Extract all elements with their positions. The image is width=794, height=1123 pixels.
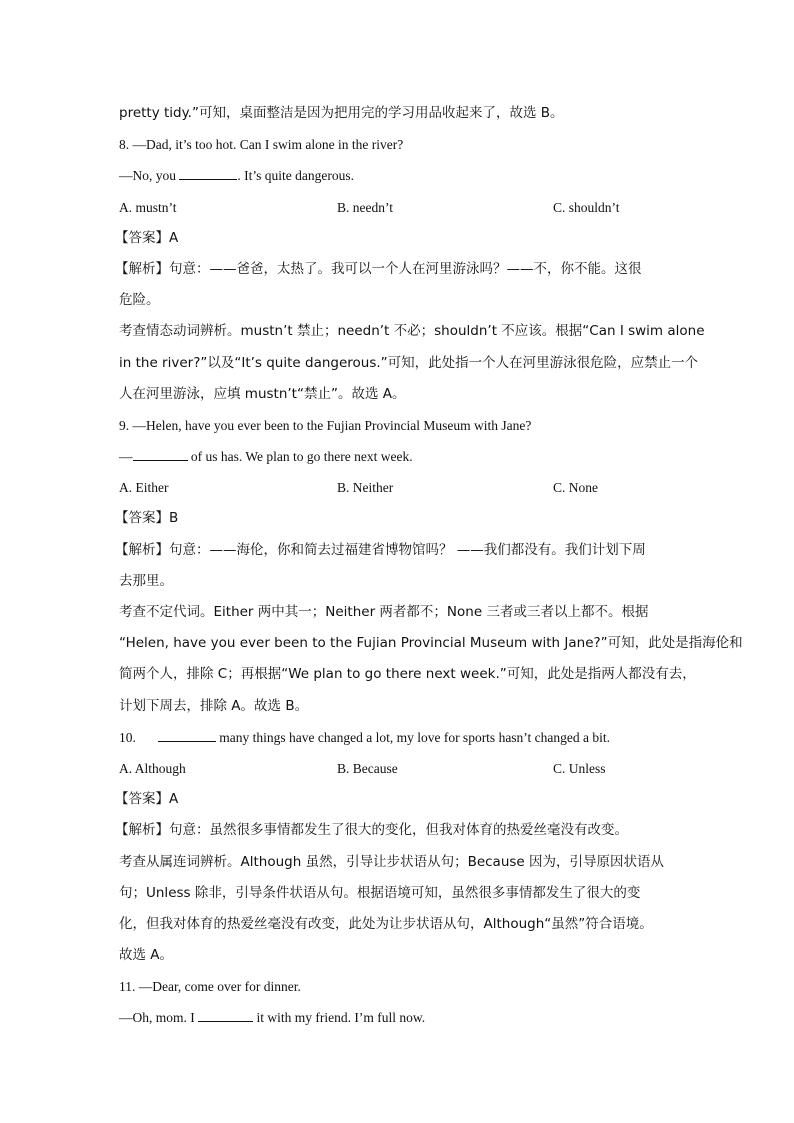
answer-label: 【答案】B bbox=[115, 510, 179, 527]
answer-blank bbox=[158, 729, 216, 742]
reply-text: —Oh, mom. I bbox=[119, 1010, 199, 1026]
analysis-line: 句；Unless 除非，引导条件状语从句。根据语境可知，虽然很多事情都发生了很大的变 bbox=[119, 884, 641, 901]
analysis-line: 故选 A。 bbox=[119, 947, 174, 964]
question-9-options bbox=[119, 472, 679, 503]
reply-text: of us has. We plan to go there next week. bbox=[187, 449, 413, 465]
option-c: C. shouldn’t bbox=[553, 199, 620, 215]
option-b: B. Neither bbox=[337, 480, 394, 496]
analysis-line: 人在河里游泳，应填 mustn’t“禁止”。故选 A。 bbox=[119, 385, 406, 402]
text-line: pretty tidy.”可知，桌面整洁是因为把用完的学习用品收起来了，故选 B。 bbox=[119, 105, 564, 121]
question-11-reply bbox=[119, 1002, 679, 1033]
analysis-line: 化，但我对体育的热爱丝毫没有改变，此处为让步状语从句，Although“虽然”符合语境。 bbox=[119, 915, 653, 932]
answer-label: 【答案】A bbox=[115, 791, 179, 808]
analysis-line: 考查不定代词。Either 两中其一；Neither 两者都不；None 三者或三者以上都不。根据 bbox=[119, 604, 649, 620]
stem-text: many things have changed a lot, my love for sports hasn’t changed a bit. bbox=[215, 729, 611, 745]
analysis-line: 【解析】句意：——爸爸，太热了。我可以一个人在河里游泳吗？——不，你不能。这很 bbox=[115, 260, 642, 277]
analysis-line: in the river?”以及“It’s quite dangerous.”可知，此处指一个人在河里游泳很危险，应禁止一个 bbox=[119, 354, 699, 371]
analysis-line: “Helen, have you ever been to the Fujian Provincial Museum with Jane?”可知，此处是指海伦和 bbox=[119, 635, 743, 652]
question-9-reply bbox=[119, 441, 679, 472]
option-a: A. mustn’t bbox=[119, 199, 177, 215]
analysis-line: 【解析】句意：——海伦，你和简去过福建省博物馆吗？ ——我们都没有。我们计划下周 bbox=[115, 541, 646, 558]
option-a: A. Although bbox=[119, 760, 186, 776]
option-a: A. Either bbox=[119, 480, 169, 496]
question-8-options bbox=[119, 192, 679, 223]
reply-text: . It’s quite dangerous. bbox=[237, 168, 354, 184]
answer-label: 【答案】A bbox=[115, 229, 179, 246]
reply-text: it with my friend. I’m full now. bbox=[253, 1010, 426, 1026]
answer-blank bbox=[179, 167, 237, 180]
analysis-line: 考查从属连词辨析。Although 虽然，引导让步状语从句；Because 因为，引导原因状语从 bbox=[119, 853, 665, 870]
question-number: 10. bbox=[119, 729, 136, 745]
analysis-line: 计划下周去，排除 A。故选 B。 bbox=[119, 697, 309, 714]
question-10-options bbox=[119, 753, 679, 784]
document-page bbox=[115, 98, 743, 1034]
answer-blank bbox=[133, 448, 188, 461]
question-9-stem: 9. —Helen, have you ever been to the Fujian Provincial Museum with Jane? bbox=[119, 417, 532, 433]
analysis-line: 简两个人，排除 C；再根据“We plan to go there next week.”可知，此处是指两人都没有去， bbox=[119, 666, 696, 683]
option-b: B. needn’t bbox=[337, 199, 393, 215]
question-11-stem: 11. —Dear, come over for dinner. bbox=[119, 979, 301, 995]
analysis-line: 【解析】句意：虽然很多事情都发生了很大的变化，但我对体育的热爱丝毫没有改变。 bbox=[115, 822, 628, 839]
analysis-line: 去那里。 bbox=[119, 572, 173, 589]
analysis-line: 考查情态动词辨析。mustn’t 禁止；needn’t 不必；shouldn’t 不应该。根据“Can I swim alone bbox=[119, 323, 705, 340]
reply-text: —No, you bbox=[119, 168, 180, 184]
answer-blank bbox=[198, 1009, 253, 1022]
question-8-reply bbox=[119, 160, 679, 191]
option-c: C. Unless bbox=[553, 760, 606, 776]
reply-text: — bbox=[119, 449, 133, 465]
analysis-line: 危险。 bbox=[119, 292, 160, 309]
question-8-stem: 8. —Dad, it’s too hot. Can I swim alone in the river? bbox=[119, 137, 404, 153]
option-c: C. None bbox=[553, 480, 598, 496]
question-10-stem bbox=[119, 722, 679, 753]
option-b: B. Because bbox=[337, 760, 398, 776]
